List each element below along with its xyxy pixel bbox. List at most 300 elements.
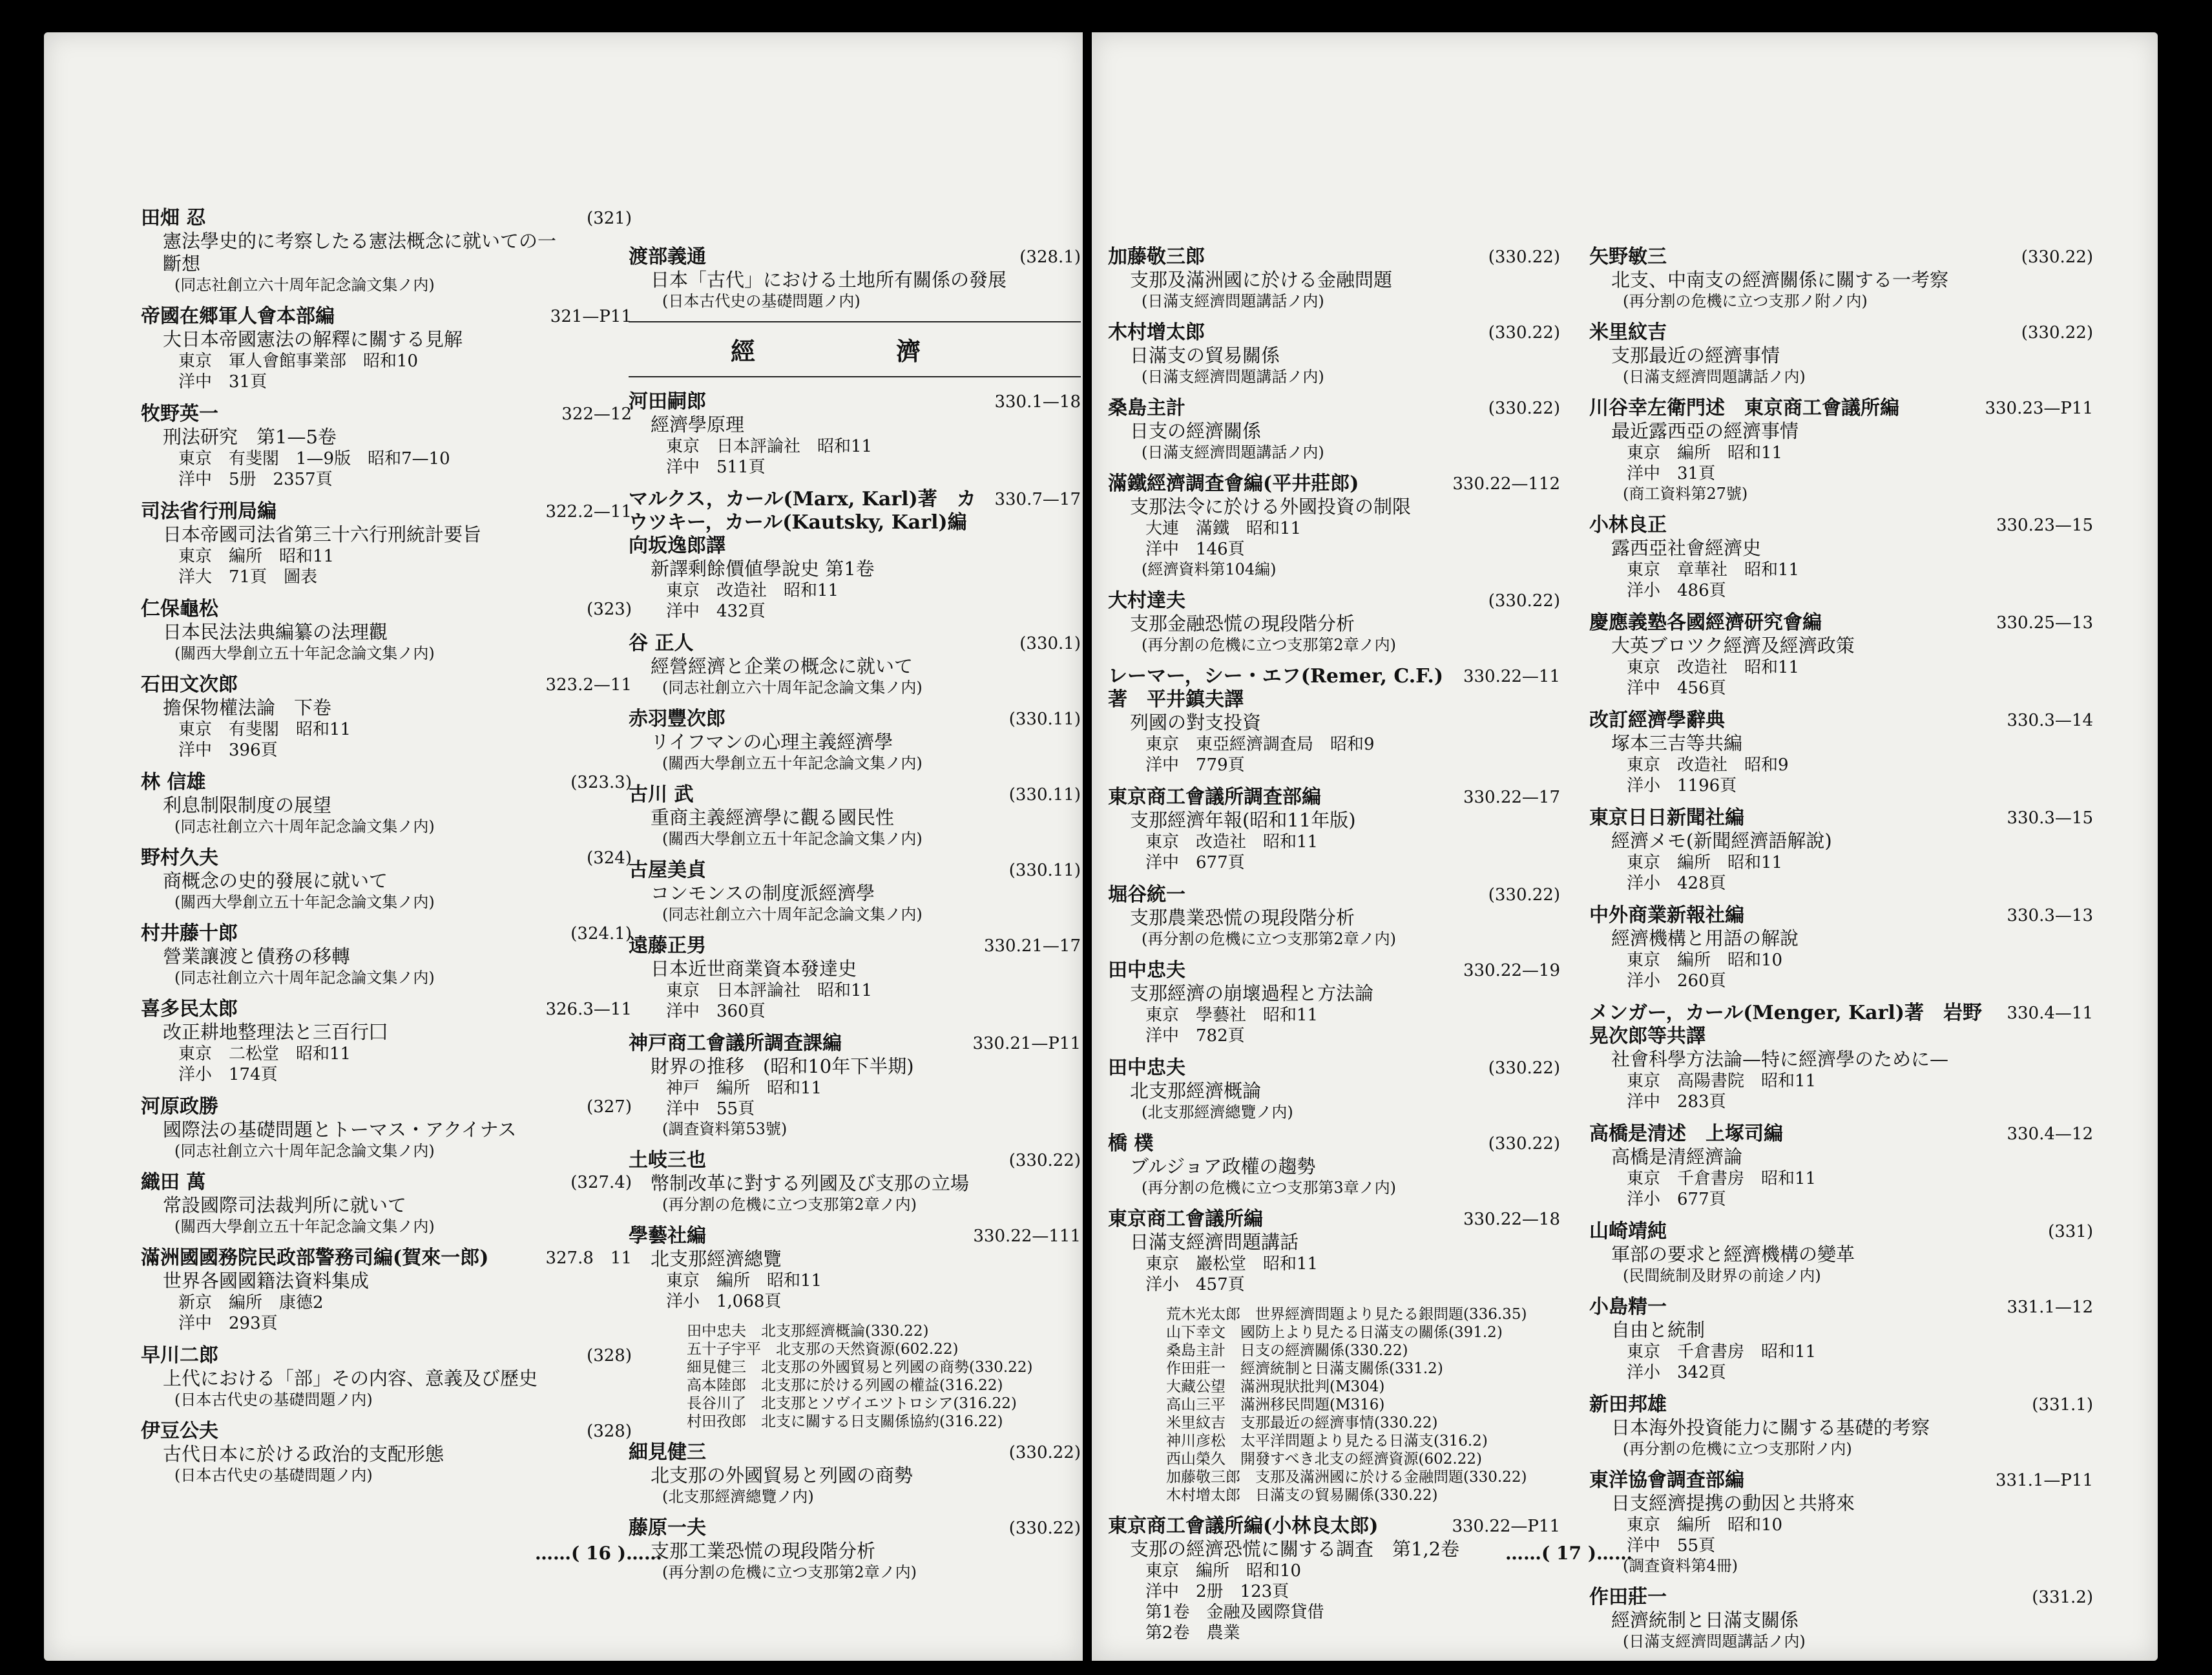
subtable-row: 桑島主計 日支の經濟關係(330.22) — [1166, 1342, 1408, 1359]
call-number: (331.1) — [2032, 1395, 2093, 1415]
entry-author — [141, 1344, 632, 1367]
entry-publication: 東京 日本評論社 昭和11 — [666, 437, 873, 456]
entry-publication: 第1卷 金融及國際貸借 — [1145, 1603, 1324, 1622]
entry-publication: 東京 東亞經濟調査局 昭和9 — [1145, 735, 1375, 754]
call-number: (330.22) — [1488, 1134, 1560, 1154]
catalog-entry — [141, 403, 632, 490]
author-name: 小林良正 — [1589, 514, 1667, 536]
author-name: 木村增太郎 — [1108, 321, 1205, 344]
entry-note: (北支那經濟總覽ノ内) — [662, 1488, 814, 1506]
section-title: 經 濟 — [629, 321, 1081, 377]
entry-publication: 東京 千倉書房 昭和11 — [1627, 1169, 1817, 1188]
author-name: 伊豆公夫 — [141, 1420, 218, 1442]
entry-title: 支那經濟の崩壞過程と方法論 — [1130, 982, 1374, 1004]
catalog-entry — [141, 207, 632, 295]
call-number: 330.4—12 — [2007, 1124, 2093, 1144]
catalog-entry — [629, 632, 1081, 697]
catalog-entry — [629, 1441, 1081, 1506]
page-number: ……( 17 )…… — [1505, 1543, 1633, 1564]
entry-title: 日滿支經濟問題講話 — [1130, 1231, 1299, 1253]
catalog-entry — [629, 1225, 1081, 1312]
entry-publication: 洋中 456頁 — [1627, 679, 1726, 698]
entry-title: 支那農業恐慌の現段階分析 — [1130, 907, 1355, 929]
call-number: (328) — [587, 1346, 632, 1365]
entry-note: (同志社創立六十周年記念論文集ノ内) — [174, 817, 435, 836]
entry-note: (同志社創立六十周年記念論文集ノ内) — [174, 276, 435, 294]
entry-note: (日滿支經濟問題講話ノ内) — [1142, 292, 1324, 310]
entry-publication: 東京 編所 昭和11 — [1627, 853, 1783, 872]
catalog-entry — [1589, 514, 2093, 601]
subtable-row: 長谷川了 北支那とソヴイエツトロシア(316.22) — [687, 1395, 1017, 1412]
author-name: 土岐三也 — [629, 1149, 706, 1172]
entry-publication: 洋小 174頁 — [178, 1065, 278, 1084]
entry-publication: 洋小 457頁 — [1145, 1275, 1245, 1294]
entry-title: 經營經濟と企業の概念に就いて — [651, 655, 913, 677]
entry-note: (再分割の危機に立つ支那第2章ノ内) — [662, 1563, 917, 1581]
entry-author — [629, 488, 1081, 558]
catalog-entry — [1589, 806, 2093, 894]
entry-note: (關西大學創立五十年記念論文集ノ内) — [662, 830, 923, 848]
entry-author — [1108, 1515, 1560, 1538]
author-name: 大村達夫 — [1108, 589, 1185, 612]
call-number: (330.22) — [1008, 1519, 1081, 1538]
author-name: レーマー，シー・エフ(Remer, C.F.)著 平井鎮夫譯 — [1108, 665, 1444, 711]
catalog-entry — [1108, 959, 1560, 1046]
call-number: (331.2) — [2032, 1588, 2093, 1607]
entry-author — [141, 673, 632, 697]
right-column-2 — [1589, 246, 2093, 1661]
author-name: 學藝社編 — [629, 1225, 706, 1247]
subtable-row: 村田孜郎 北支に關する日支關係協約(316.22) — [687, 1413, 1003, 1430]
entry-publication: 東京 千倉書房 昭和11 — [1627, 1342, 1817, 1362]
entry-author — [1108, 883, 1560, 907]
entry-title: 露西亞社會經濟史 — [1611, 537, 1762, 559]
catalog-entry — [629, 708, 1081, 773]
call-number: (323) — [587, 600, 632, 619]
entry-author — [1589, 709, 2093, 732]
entry-publication: 東京 日本評論社 昭和11 — [666, 981, 873, 1000]
call-number: 330.21—17 — [983, 936, 1081, 956]
entry-publication: 洋中 432頁 — [666, 602, 766, 621]
author-name: 作田莊一 — [1589, 1586, 1667, 1608]
catalog-entry — [141, 1095, 632, 1161]
catalog-entry — [629, 390, 1081, 478]
call-number: 330.22—17 — [1463, 788, 1560, 807]
author-name: 堀谷統一 — [1108, 883, 1185, 906]
catalog-entry — [141, 500, 632, 587]
entry-author — [1589, 611, 2093, 635]
catalog-entry — [1108, 246, 1560, 311]
author-name: 改訂經濟學辭典 — [1589, 709, 1725, 732]
catalog-entry — [141, 847, 632, 912]
call-number: (330.22) — [1008, 1151, 1081, 1170]
entry-publication: 東京 編所 昭和11 — [666, 1271, 822, 1290]
call-number: (330.22) — [1488, 323, 1560, 342]
entry-title: 新譯剩餘價値學說史 第1卷 — [651, 558, 875, 580]
catalog-entry — [141, 1247, 632, 1334]
entry-title: 日本海外投資能力に關する基礎的考察 — [1611, 1417, 1930, 1438]
entry-note: (再分割の危機に立つ支那ノ附ノ内) — [1623, 292, 1868, 310]
subtable-row: 神川彦松 太平洋問題より見たる日滿支(316.2) — [1166, 1433, 1488, 1449]
author-name: 赤羽豐次郎 — [629, 708, 725, 730]
author-name: 古屋美貞 — [629, 859, 706, 881]
subtable-row: 山下幸文 國防上より見たる日滿支の關係(391.2) — [1166, 1324, 1503, 1341]
entry-publication: 東京 改造社 昭和9 — [1627, 755, 1789, 775]
catalog-entry — [141, 922, 632, 987]
catalog-entry — [1589, 321, 2093, 386]
author-name: 細見健三 — [629, 1441, 706, 1464]
catalog-entry — [141, 305, 632, 392]
catalog-entry — [141, 598, 632, 663]
left-column-2 — [629, 246, 1081, 1592]
call-number: (330.11) — [1008, 861, 1081, 880]
author-name: 東京商工會議所編(小林良太郎) — [1108, 1515, 1379, 1537]
entry-author — [141, 598, 632, 621]
author-name: 野村久夫 — [141, 847, 218, 869]
entry-author — [1589, 1586, 2093, 1609]
entry-publication: 洋中 5册 2357頁 — [178, 470, 333, 489]
catalog-entry — [629, 1149, 1081, 1214]
subtable-row: 加藤敬三郎 支那及滿洲國に於ける金融問題(330.22) — [1166, 1469, 1527, 1486]
catalog-entry — [1589, 397, 2093, 503]
entry-publication: 大連 滿鐵 昭和11 — [1145, 519, 1302, 538]
call-number: (330.22) — [1488, 399, 1560, 418]
catalog-entry — [629, 1517, 1081, 1582]
entry-title: 大日本帝國憲法の解釋に關する見解 — [163, 328, 463, 350]
entry-publication: 洋小 428頁 — [1627, 874, 1726, 893]
call-number: (331) — [2048, 1222, 2093, 1241]
entry-note: (同志社創立六十周年記念論文集ノ内) — [174, 1142, 435, 1160]
call-number: 326.3—11 — [545, 1000, 632, 1019]
catalog-entry — [141, 1344, 632, 1409]
entry-title: 經濟メモ(新聞經濟語解說) — [1611, 830, 1832, 852]
entry-publication: 新京 編所 康德2 — [178, 1293, 324, 1312]
author-name: 東京商工會議所調査部編 — [1108, 786, 1321, 808]
entry-title: 支那金融恐慌の現段階分析 — [1130, 613, 1355, 635]
entry-note: (同志社創立六十周年記念論文集ノ内) — [662, 905, 923, 923]
entry-author — [1589, 1220, 2093, 1243]
author-name: 山崎靖純 — [1589, 1220, 1667, 1243]
entry-note: (北支那經濟總覽ノ内) — [1142, 1103, 1293, 1121]
call-number: (324) — [587, 848, 632, 868]
entry-author — [141, 1247, 632, 1270]
right-column-1 — [1108, 246, 1560, 1654]
subtable-row: 西山榮久 開發すべき北支の經濟資源(602.22) — [1166, 1451, 1482, 1468]
entry-author — [629, 934, 1081, 958]
catalog-entry — [1108, 883, 1560, 949]
catalog-entry — [1589, 904, 2093, 991]
call-number: (323.3) — [570, 773, 632, 792]
catalog-entry — [629, 1032, 1081, 1139]
entry-author — [1108, 1132, 1560, 1155]
entry-note: (再分割の危機に立つ支那附ノ内) — [1623, 1440, 1852, 1458]
author-name: 田畑 忍 — [141, 207, 206, 229]
entry-publication: 東京 學藝社 昭和11 — [1145, 1006, 1319, 1025]
entry-author — [141, 207, 632, 230]
entry-note: (調査資料第4冊) — [1623, 1557, 1738, 1575]
entry-publication: 洋大 71頁 圖表 — [178, 567, 318, 587]
entry-title: 上代における「部」その内容、意義及び歷史 — [163, 1367, 538, 1389]
author-name: 矢野敏三 — [1589, 246, 1667, 268]
entry-title: 日本帝國司法省第三十六行刑統計要旨 — [163, 523, 482, 545]
entry-title: コンモンスの制度派經濟學 — [651, 882, 875, 904]
entry-title: 最近露西亞の經濟事情 — [1611, 420, 1799, 442]
subtable-row: 高本陸郎 北支那に於ける列國の權益(316.22) — [687, 1377, 1003, 1394]
entry-author — [141, 847, 632, 870]
entry-author — [1589, 904, 2093, 927]
subtable-row: 田中忠夫 北支那經濟概論(330.22) — [687, 1323, 929, 1340]
entry-title: 北支那經濟概論 — [1130, 1080, 1262, 1102]
call-number: 330.23—15 — [1996, 516, 2093, 535]
entry-author — [629, 1517, 1081, 1540]
author-name: 川谷幸左衛門述 東京商工會議所編 — [1589, 397, 1899, 419]
entry-title: 古代日本に於ける政治的支配形態 — [163, 1443, 444, 1465]
subtable-row: 荒木光太郎 世界經濟問題より見たる銀問題(336.35) — [1166, 1306, 1527, 1323]
entry-author — [141, 500, 632, 523]
call-number: 330.22—111 — [973, 1227, 1081, 1246]
entry-title: 日支の經濟關係 — [1130, 420, 1262, 442]
entry-publication: 洋中 146頁 — [1145, 540, 1245, 559]
entry-publication: 洋小 1196頁 — [1627, 776, 1737, 795]
entry-publication: 第2卷 農業 — [1145, 1623, 1240, 1643]
catalog-entry — [1589, 611, 2093, 699]
call-number: (330.22) — [2021, 323, 2093, 342]
author-name: 小島精一 — [1589, 1296, 1667, 1318]
entry-author — [1108, 321, 1560, 344]
entry-title: 國際法の基礎問題とトーマス・アクイナス — [163, 1119, 517, 1141]
entry-title: 社會科學方法論—特に經濟學のために— — [1611, 1048, 1949, 1070]
catalog-entry — [1108, 1208, 1560, 1295]
entry-author — [1108, 589, 1560, 613]
entry-author — [629, 1032, 1081, 1055]
author-name: 仁保龜松 — [141, 598, 218, 620]
entry-title: 日滿支の貿易關係 — [1130, 344, 1280, 366]
entry-note: (日滿支經濟問題講話ノ内) — [1623, 368, 1806, 386]
entry-author — [1589, 1296, 2093, 1319]
entry-title: 財界の推移 (昭和10年下半期) — [651, 1055, 914, 1077]
call-number: 330.3—14 — [2007, 711, 2093, 730]
call-number: (330.22) — [1488, 591, 1560, 611]
call-number: 327.8 11 — [545, 1248, 632, 1268]
entry-publication: 洋小 1,068頁 — [666, 1292, 782, 1311]
entry-author — [141, 771, 632, 794]
entry-author — [1108, 397, 1560, 420]
entry-note: (日滿支經濟問題講話ノ内) — [1142, 368, 1324, 386]
entry-title: リイフマンの心理主義經濟學 — [651, 731, 893, 753]
entry-author — [629, 859, 1081, 882]
subtable-row: 木村增太郎 日滿支の貿易關係(330.22) — [1166, 1487, 1438, 1504]
author-name: 石田文次郎 — [141, 673, 238, 696]
catalog-entry — [1589, 1296, 2093, 1383]
subtable-row: 高山三平 滿洲移民問題(M316) — [1166, 1396, 1385, 1413]
call-number: 330.25—13 — [1996, 613, 2093, 633]
author-name: 早川二郎 — [141, 1344, 218, 1367]
entry-note: (再分割の危機に立つ支那第2章ノ内) — [1142, 636, 1396, 654]
author-name: メンガー，カール(Menger, Karl)著 岩野晃次郎等共譯 — [1589, 1002, 1982, 1048]
entry-author — [1589, 514, 2093, 537]
call-number: 330.22—P11 — [1452, 1517, 1560, 1536]
author-name: 帝國在郷軍人會本部編 — [141, 305, 335, 328]
entry-note: (再分割の危機に立つ支那第2章ノ内) — [662, 1196, 917, 1214]
call-number: (330.22) — [1488, 248, 1560, 267]
call-number: (330.22) — [1488, 1059, 1560, 1078]
entry-note: (調査資料第53號) — [662, 1120, 788, 1138]
entry-author — [629, 632, 1081, 655]
entry-publication: 東京 章華社 昭和11 — [1627, 560, 1800, 580]
entry-note: (經濟資料第104編) — [1142, 560, 1277, 578]
subtable-row: 大藏公望 滿洲現狀批判(M304) — [1166, 1378, 1385, 1395]
entry-publication: 東京 改造社 昭和11 — [1145, 832, 1319, 852]
author-name: 東洋協會調査部編 — [1589, 1469, 1744, 1491]
call-number: 331.1—12 — [2007, 1298, 2093, 1317]
entry-publication: 東京 編所 昭和10 — [1627, 951, 1783, 970]
catalog-entry — [629, 859, 1081, 924]
catalog-entry — [141, 673, 632, 761]
call-number: 330.22—19 — [1463, 961, 1560, 980]
catalog-entry — [141, 1171, 632, 1236]
catalog-entry — [1108, 1132, 1560, 1197]
catalog-entry — [1589, 709, 2093, 796]
entry-title: 利息制限制度の展望 — [163, 794, 332, 816]
call-number: (327.4) — [570, 1173, 632, 1192]
entry-author — [141, 1095, 632, 1119]
entry-publication: 東京 有斐閣 昭和11 — [178, 720, 351, 739]
call-number: (330.11) — [1008, 785, 1081, 805]
entry-title: 支那法令に於ける外國投資の制限 — [1130, 496, 1412, 518]
author-name: 滿洲國國務院民政部警務司編(賀來一郎) — [141, 1247, 489, 1269]
entry-publication: 洋中 779頁 — [1145, 755, 1245, 775]
entry-title: 北支那經濟總覽 — [651, 1248, 782, 1270]
author-name: 新田邦雄 — [1589, 1393, 1667, 1416]
call-number: 330.22—18 — [1463, 1210, 1560, 1229]
subtable-row: 五十子宇平 北支那の天然資源(602.22) — [687, 1341, 959, 1358]
call-number: (330.22) — [1008, 1443, 1081, 1462]
entry-author — [1108, 472, 1560, 496]
catalog-entry — [1589, 1469, 2093, 1575]
catalog-entry — [1108, 1515, 1560, 1643]
author-name: 司法省行刑局編 — [141, 500, 276, 523]
entry-publication: 洋小 677頁 — [1627, 1190, 1726, 1209]
entry-title: 支那最近の經濟事情 — [1611, 344, 1780, 366]
entry-author — [141, 1420, 632, 1443]
entry-title: 日本民法法典編纂の法理觀 — [163, 621, 388, 643]
entry-title: ブルジョア政權の趨勢 — [1130, 1155, 1316, 1177]
entry-title: 營業讓渡と債務の移轉 — [163, 945, 351, 967]
entry-author — [141, 998, 632, 1021]
entry-publication: 洋中 396頁 — [178, 741, 278, 760]
author-name: 村井藤十郎 — [141, 922, 238, 945]
catalog-entry — [1108, 397, 1560, 462]
right-page — [1092, 32, 2158, 1661]
left-page — [44, 32, 1083, 1661]
call-number: (324.1) — [570, 924, 632, 943]
contents-subtable — [1108, 1305, 1560, 1504]
entry-note: (日本古代史の基礎問題ノ内) — [662, 292, 861, 310]
entry-author — [1108, 1208, 1560, 1231]
entry-title: 塚本三吉等共編 — [1611, 732, 1743, 754]
entry-title: 改正耕地整理法と三百行囗 — [163, 1021, 388, 1043]
call-number: 322—12 — [561, 405, 632, 424]
call-number: (327) — [587, 1097, 632, 1117]
author-name: 橋 樸 — [1108, 1132, 1154, 1155]
entry-title: 世界各國國籍法資料集成 — [163, 1270, 370, 1292]
entry-publication: 洋中 55頁 — [666, 1099, 755, 1119]
entry-publication: 洋中 511頁 — [666, 458, 766, 477]
subtable-row: 米里紋吉 支那最近の經濟事情(330.22) — [1166, 1415, 1438, 1431]
left-column-1 — [141, 207, 632, 1495]
entry-author — [141, 922, 632, 945]
entry-author — [1589, 246, 2093, 269]
entry-note: (關西大學創立五十年記念論文集ノ内) — [174, 893, 435, 911]
entry-title: 幣制改革に對する列國及び支那の立場 — [651, 1172, 970, 1194]
call-number: (330.1) — [1019, 634, 1081, 653]
entry-title: 日支經濟提携の動因と共將來 — [1611, 1492, 1855, 1514]
entry-title: 支那經濟年報(昭和11年版) — [1130, 809, 1356, 831]
entry-publication: 神戸 編所 昭和11 — [666, 1079, 822, 1098]
entry-publication: 洋小 486頁 — [1627, 581, 1726, 600]
entry-title: 支那の經濟恐慌に關する調査 第1,2卷 — [1130, 1538, 1460, 1560]
entry-author — [629, 708, 1081, 731]
entry-publication: 東京 高陽書院 昭和11 — [1627, 1071, 1817, 1091]
entry-author — [629, 246, 1081, 269]
entry-author — [1108, 665, 1560, 711]
entry-author — [1589, 1122, 2093, 1146]
entry-publication: 洋中 360頁 — [666, 1002, 766, 1021]
entry-author — [629, 1441, 1081, 1464]
entry-title: 經濟統制と日滿支關係 — [1611, 1609, 1799, 1631]
catalog-entry — [629, 488, 1081, 622]
entry-author — [141, 403, 632, 426]
author-name: 田中忠夫 — [1108, 1057, 1185, 1079]
author-name: マルクス，カール(Marx, Karl)著 カウツキー，カール(Kautsky, Karl)編 向坂逸郎譯 — [629, 488, 986, 557]
entry-note: (再分割の危機に立つ支那第2章ノ内) — [1142, 930, 1396, 948]
catalog-entry — [1589, 1220, 2093, 1285]
call-number: 330.22—11 — [1463, 667, 1560, 686]
entry-note: (再分割の危機に立つ支那第3章ノ内) — [1142, 1179, 1396, 1197]
call-number: 321—P11 — [550, 307, 632, 326]
author-name: 遠藤正男 — [629, 934, 706, 957]
entry-publication: 洋中 677頁 — [1145, 853, 1245, 872]
entry-publication: 東京 改造社 昭和11 — [666, 581, 839, 600]
entry-note: (日滿支經濟問題講話ノ内) — [1142, 443, 1324, 461]
entry-publication: 洋中 31頁 — [1627, 464, 1716, 483]
entry-title: 支那及滿洲國に於ける金融問題 — [1130, 269, 1393, 291]
entry-author — [629, 783, 1081, 806]
call-number: 330.21—P11 — [972, 1034, 1081, 1053]
entry-author — [1589, 397, 2093, 420]
call-number: 330.3—13 — [2007, 906, 2093, 925]
author-name: 田中忠夫 — [1108, 959, 1185, 982]
catalog-entry — [1589, 1586, 2093, 1651]
entry-publication: 洋中 55頁 — [1627, 1536, 1716, 1555]
page-number: ……( 16 )…… — [535, 1543, 662, 1564]
subtable-row: 細見健三 北支那の外國貿易と列國の商勢(330.22) — [687, 1359, 1033, 1376]
entry-author — [1589, 1002, 2093, 1048]
call-number: (328.1) — [1019, 248, 1081, 267]
entry-publication: 洋中 283頁 — [1627, 1092, 1726, 1111]
author-name: 加藤敬三郎 — [1108, 246, 1205, 268]
call-number: 330.1—18 — [994, 392, 1081, 412]
call-number: 330.4—11 — [2007, 1004, 2093, 1023]
catalog-entry — [1589, 1393, 2093, 1459]
catalog-entry — [629, 246, 1081, 311]
catalog-entry — [141, 1420, 632, 1485]
entry-note: (民間統制及財界の前途ノ内) — [1623, 1267, 1821, 1285]
entry-title: 列國の對支投資 — [1130, 711, 1262, 733]
entry-publication: 東京 編所 昭和10 — [1627, 1515, 1783, 1535]
author-name: 河原政勝 — [141, 1095, 218, 1118]
author-name: 牧野英一 — [141, 403, 218, 425]
